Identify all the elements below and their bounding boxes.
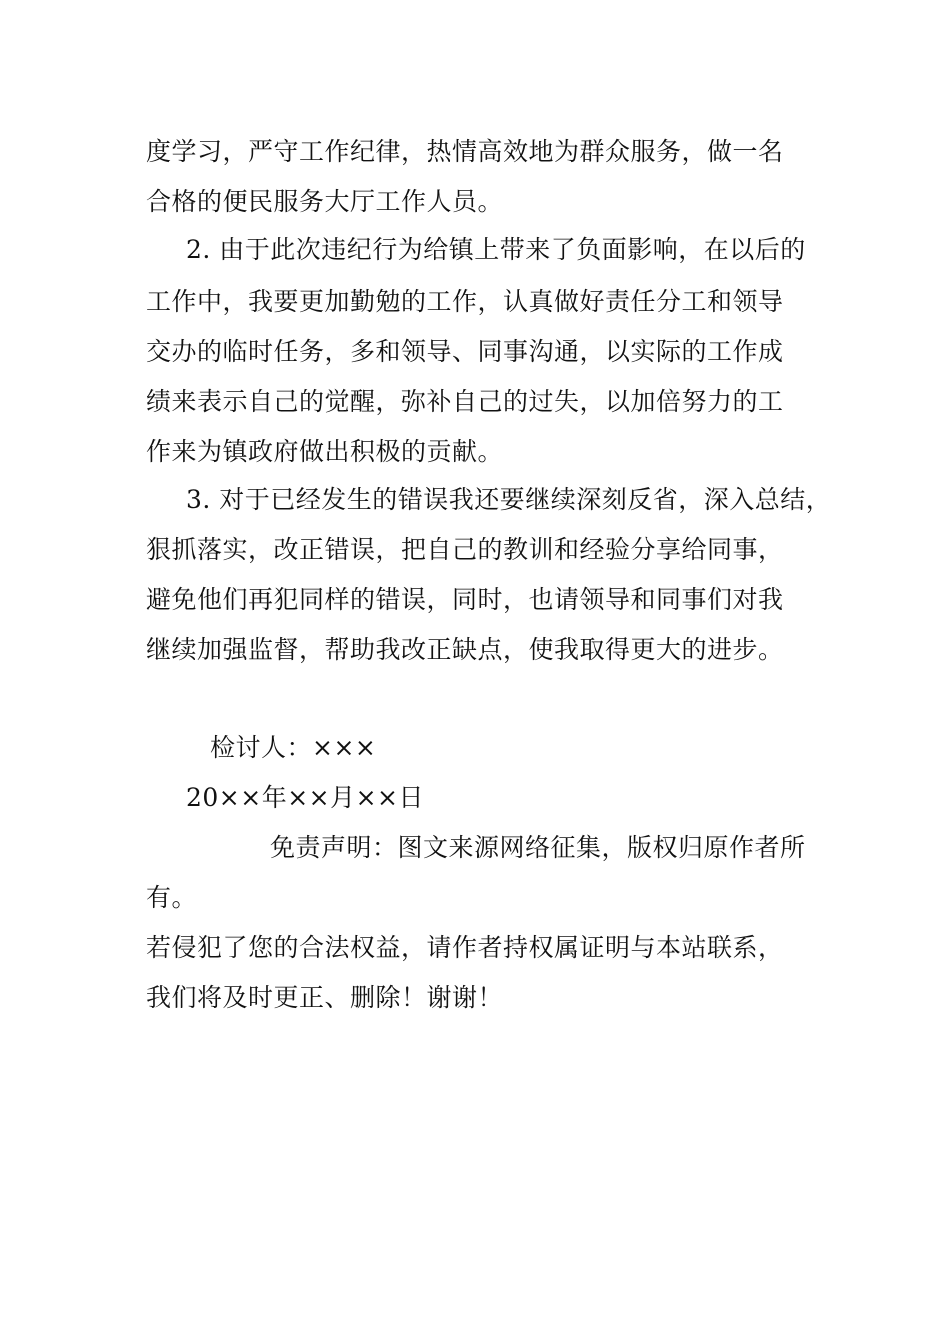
- signature-date: 20××年××月××日: [186, 783, 424, 812]
- paragraph-line: 2. 由于此次违纪行为给镇上带来了负面影响，在以后的: [186, 235, 806, 264]
- paragraph-line: 作来为镇政府做出积极的贡献。: [146, 437, 504, 466]
- paragraph-line: 避免他们再犯同样的错误，同时，也请领导和同事们对我: [146, 585, 784, 614]
- paragraph-line: 狠抓落实，改正错误，把自己的教训和经验分享给同事，: [146, 535, 784, 564]
- disclaimer-line: 若侵犯了您的合法权益，请作者持权属证明与本站联系，: [146, 933, 784, 962]
- signature-name: 检讨人：×××: [210, 733, 377, 762]
- disclaimer-line: 免责声明：图文来源网络征集，版权归原作者所: [270, 833, 806, 862]
- disclaimer-line: 有。: [146, 883, 198, 912]
- paragraph-line: 度学习，严守工作纪律，热情高效地为群众服务，做一名: [146, 137, 784, 166]
- paragraph-line: 合格的便民服务大厅工作人员。: [146, 187, 504, 216]
- paragraph-line: 3. 对于已经发生的错误我还要继续深刻反省，深入总结，: [186, 485, 832, 514]
- paragraph-line: 继续加强监督，帮助我改正缺点，使我取得更大的进步。: [146, 635, 784, 664]
- paragraph-line: 交办的临时任务，多和领导、同事沟通，以实际的工作成: [146, 337, 784, 366]
- paragraph-line: 工作中，我要更加勤勉的工作，认真做好责任分工和领导: [146, 287, 784, 316]
- paragraph-line: 绩来表示自己的觉醒，弥补自己的过失，以加倍努力的工: [146, 387, 784, 416]
- disclaimer-line: 我们将及时更正、删除！谢谢！: [146, 983, 504, 1012]
